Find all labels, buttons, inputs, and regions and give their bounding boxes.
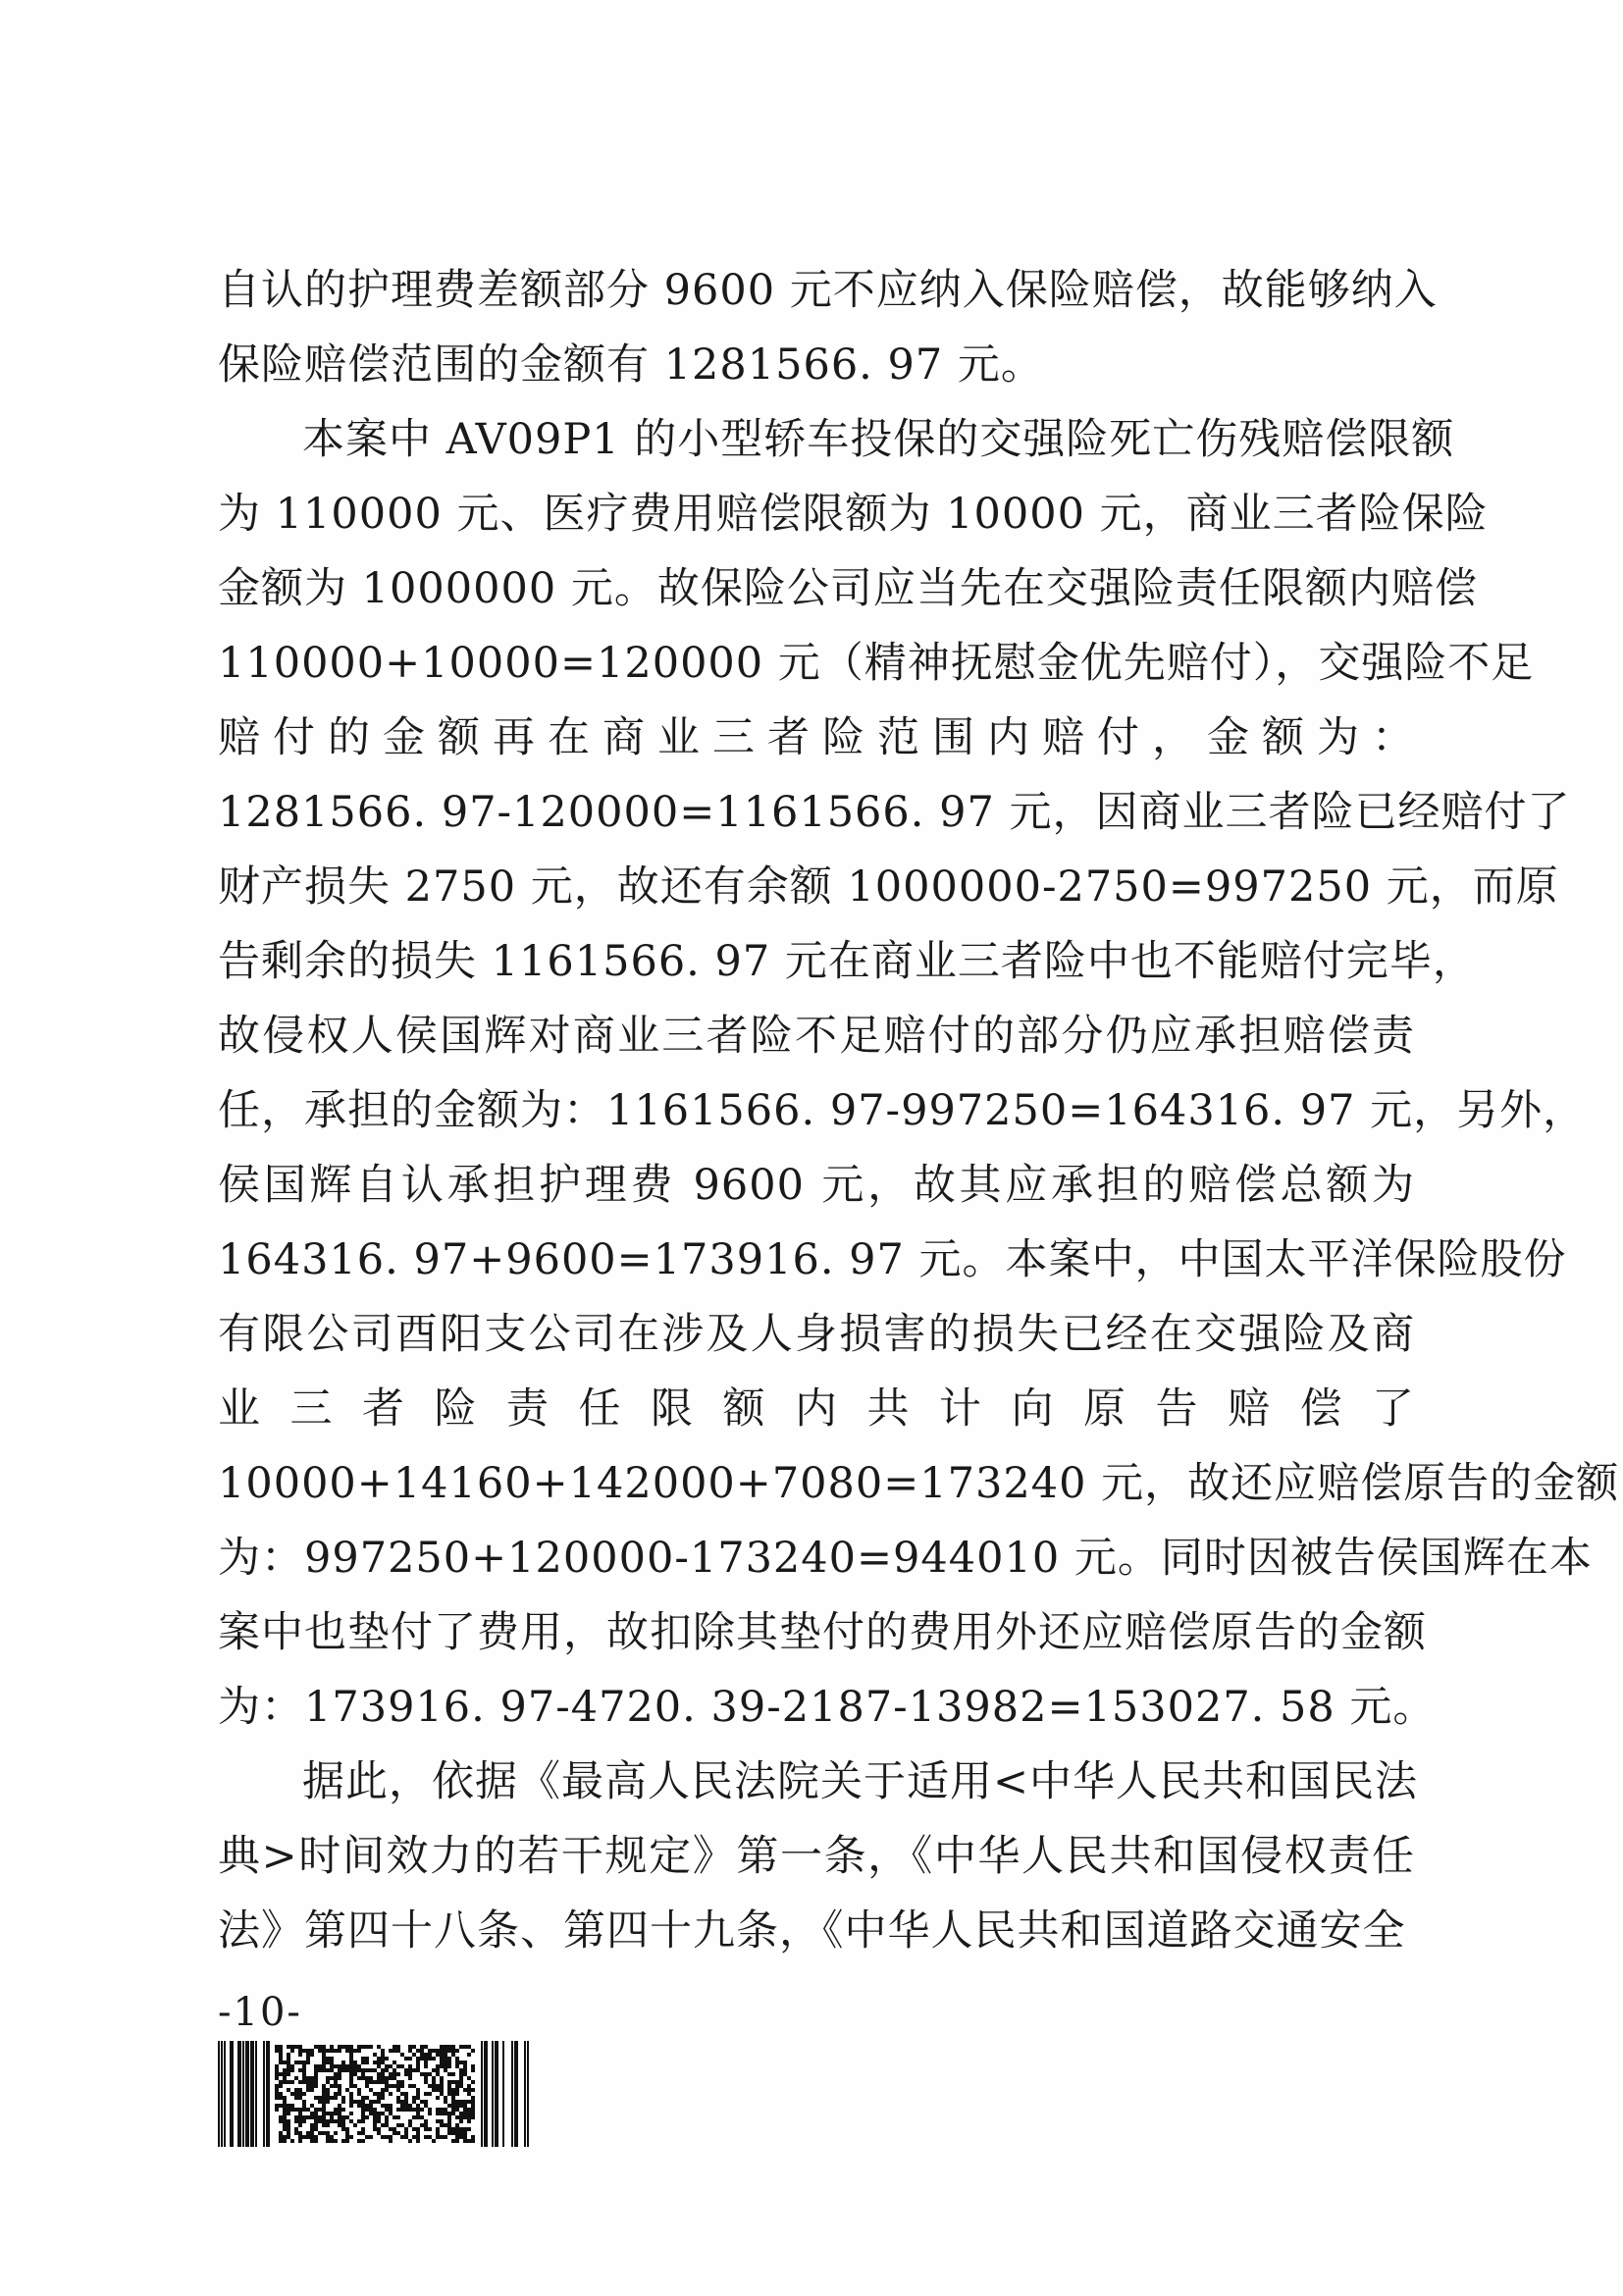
text-line: 侯国辉自认承担护理费 9600 元，故其应承担的赔偿总额为 (218, 1161, 1415, 1210)
text-line: 有限公司酉阳支公司在涉及人身损害的损失已经在交强险及商 (218, 1310, 1415, 1359)
text-line: 110000+10000=120000 元（精神抚慰金优先赔付），交强险不足 (218, 639, 1535, 688)
text-line: 为 110000 元、医疗费用赔偿限额为 10000 元，商业三者险保险 (218, 490, 1489, 539)
text-line: 法》第四十八条、第四十九条，《中华人民共和国道路交通安全 (218, 1906, 1406, 1956)
text-line: 任，承担的金额为：1161566. 97-997250=164316. 97 元，另外， (218, 1086, 1587, 1135)
text-line: 财产损失 2750 元，故还有余额 1000000-2750=997250 元，而原 (218, 862, 1559, 912)
paragraph (218, 1745, 1419, 1968)
text-line: 10000+14160+142000+7080=173240 元，故还应赔偿原告的金额 (218, 1459, 1620, 1508)
paragraph (218, 253, 1438, 402)
text-line: 为：997250+120000-173240=944010 元。同时因被告侯国辉在本 (218, 1534, 1593, 1583)
text-line: 1281566. 97-120000=1161566. 97 元，因商业三者险已经赔付了 (218, 788, 1571, 837)
text-line: 典>时间效力的若干规定》第一条，《中华人民共和国侵权责任 (218, 1832, 1415, 1881)
text-line: 赔付的金额再在商业三者险范围内赔付，金额为： (218, 713, 1415, 762)
text-line: 为：173916. 97-4720. 39-2187-13982=153027. 58 元。 (218, 1683, 1437, 1732)
text-line: 据此，依据《最高人民法院关于适用<中华人民共和国民法 (302, 1757, 1419, 1806)
document-body (218, 253, 1620, 1968)
text-line: 自认的护理费差额部分 9600 元不应纳入保险赔偿，故能够纳入 (218, 266, 1438, 315)
text-line: 告剩余的损失 1161566. 97 元在商业三者险中也不能赔付完毕， (218, 937, 1476, 986)
text-line: 保险赔偿范围的金额有 1281566. 97 元。 (218, 340, 1044, 390)
barcode-icon (218, 2041, 530, 2147)
text-line: 故侵权人侯国辉对商业三者险不足赔付的部分仍应承担赔偿责 (218, 1012, 1415, 1061)
text-line: 金额为 1000000 元。故保险公司应当先在交强险责任限额内赔偿 (218, 564, 1478, 613)
text-line: 本案中 AV09P1 的小型轿车投保的交强险死亡伤残赔偿限额 (302, 415, 1455, 464)
text-line: 案中也垫付了费用，故扣除其垫付的费用外还应赔偿原告的金额 (218, 1608, 1427, 1657)
text-line: 164316. 97+9600=173916. 97 元。本案中，中国太平洋保险股份 (218, 1235, 1567, 1284)
page-number: -10- (218, 1990, 302, 2035)
text-line: 业三者险责任限额内共计向原告赔偿了 (218, 1384, 1415, 1434)
paragraph (218, 402, 1620, 1745)
